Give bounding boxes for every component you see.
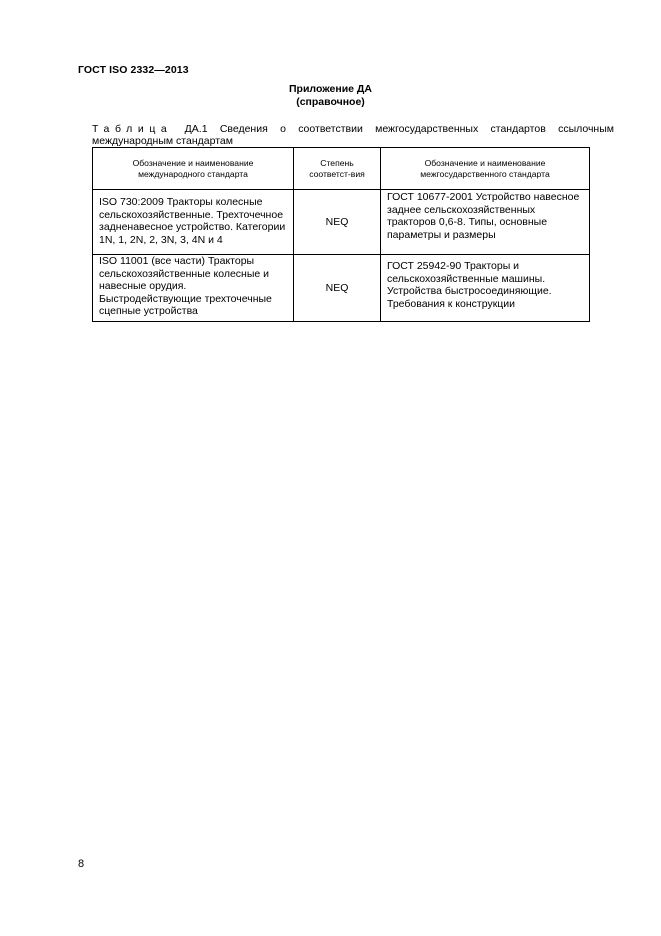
- caption-word: ссылочным: [558, 123, 614, 135]
- cell-international-standard: ISO 730:2009 Тракторы колесные сельскохозяйственные. Трехточечное задненавесное устройство. Категории 1N, 1, 2N, 2, 3N, 3, 4N и 4: [93, 190, 294, 255]
- cell-interstate-standard: ГОСТ 25942-90 Тракторы и сельскохозяйственные машины. Устройства быстросоединяющие. Требования к конструкции: [381, 255, 590, 322]
- caption-word: соответствии: [298, 123, 363, 135]
- appendix-subtitle: (справочное): [296, 96, 365, 108]
- caption-word: межгосударственных: [375, 123, 479, 135]
- cell-degree: NEQ: [294, 190, 381, 255]
- table-header-row: [93, 148, 590, 190]
- appendix-heading: [0, 83, 661, 109]
- standards-correspondence-table: [92, 147, 590, 322]
- cell-degree: NEQ: [294, 255, 381, 322]
- caption-line-1: [92, 123, 614, 135]
- table-row: [93, 190, 590, 255]
- caption-word: Сведения: [219, 123, 268, 135]
- caption-word: стандартов: [490, 123, 546, 135]
- table-caption: [92, 123, 614, 147]
- table-row: [93, 255, 590, 322]
- document-code: ГОСТ ISO 2332—2013: [78, 64, 189, 76]
- caption-label: Таблица: [92, 123, 173, 135]
- caption-line-2: международным стандартам: [92, 135, 233, 147]
- cell-interstate-standard: ГОСТ 10677-2001 Устройство навесное заднее сельскохозяйственных тракторов 0,6-8. Типы, основные параметры и размеры: [381, 190, 590, 255]
- page-number: 8: [78, 858, 85, 870]
- caption-word: о: [280, 123, 286, 135]
- appendix-title: Приложение ДА: [289, 83, 372, 95]
- header-international-standard: Обозначение и наименование международного стандарта: [93, 148, 294, 190]
- header-interstate-standard: Обозначение и наименование межгосударственного стандарта: [381, 148, 590, 190]
- header-degree: Степень соответст-вия: [294, 148, 381, 190]
- cell-international-standard: ISO 11001 (все части) Тракторы сельскохозяйственные колесные и навесные орудия. Быстродействующие трехточечные сцепные устройства: [93, 255, 294, 322]
- caption-word: ДА.1: [184, 123, 208, 135]
